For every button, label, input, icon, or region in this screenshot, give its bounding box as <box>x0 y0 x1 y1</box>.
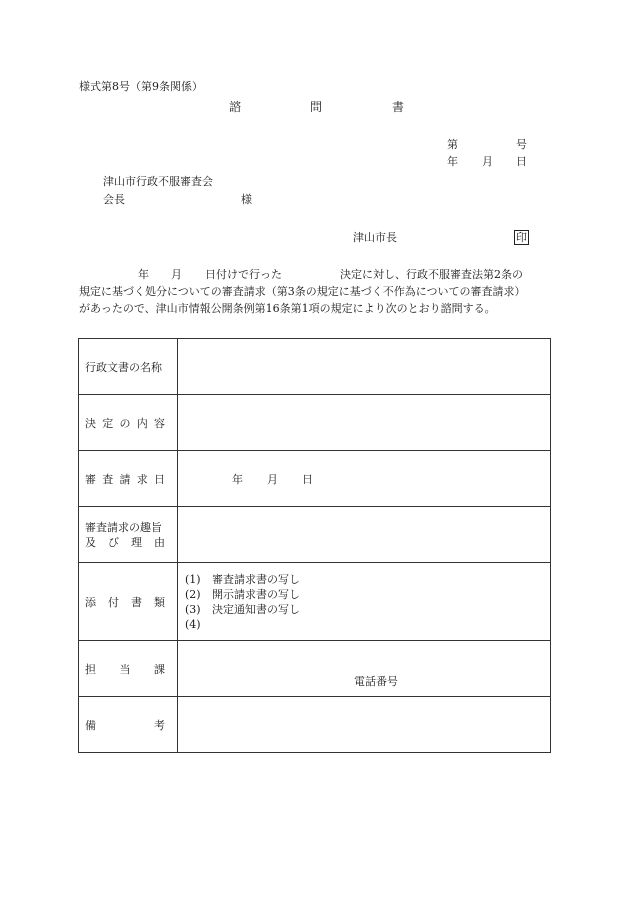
request-day: 日 <box>302 472 313 486</box>
sender: 津山市長 <box>353 231 397 244</box>
row-attachments <box>79 563 551 641</box>
attachment-item: (1) 審査請求書の写し <box>185 572 300 586</box>
request-month: 月 <box>267 472 278 486</box>
remarks-field[interactable] <box>178 697 551 753</box>
doc-name-label: 行政文書の名称 <box>79 339 178 395</box>
attachment-item: (3) 決定通知書の写し <box>185 602 300 616</box>
body-year: 年 <box>138 268 149 281</box>
date-month: 月 <box>482 155 493 168</box>
row-remarks <box>79 697 551 753</box>
body-line3: があったので、津山市情報公開条例第16条第1項の規定により次のとおり諮問する。 <box>79 302 496 315</box>
title-char: 諮 <box>229 100 242 114</box>
section-label: 担 当 課 <box>79 641 178 697</box>
attachments-list <box>178 563 551 641</box>
recipient-honorific: 様 <box>241 193 252 206</box>
request-date-field[interactable] <box>178 451 551 507</box>
request-date-label: 審 査 請 求 日 <box>79 451 178 507</box>
purpose-label-line1: 審査請求の趣旨 <box>85 520 162 534</box>
remarks-label: 備 考 <box>79 697 178 753</box>
purpose-label-line2: 及 び 理 由 <box>85 535 165 549</box>
request-year: 年 <box>232 472 243 486</box>
attachment-item[interactable]: (4) <box>185 617 201 631</box>
recipient-org: 津山市行政不服審査会 <box>103 175 213 188</box>
recipient-title: 会長 <box>103 193 125 206</box>
decision-label: 決 定 の 内 容 <box>79 395 178 451</box>
consultation-table <box>78 338 551 753</box>
doc-no-suffix: 号 <box>516 138 527 151</box>
date-year: 年 <box>447 155 458 168</box>
title-char: 書 <box>392 100 405 114</box>
body-day: 日付けで行った <box>205 268 282 281</box>
attachments-label: 添 付 書 類 <box>79 563 178 641</box>
date-day: 日 <box>516 155 527 168</box>
seal-mark: 印 <box>516 231 527 244</box>
purpose-label <box>79 507 178 563</box>
doc-name-field[interactable] <box>178 339 551 395</box>
decision-field[interactable] <box>178 395 551 451</box>
row-section <box>79 641 551 697</box>
title-char: 問 <box>310 100 323 114</box>
doc-no-prefix: 第 <box>447 138 458 151</box>
row-request-date <box>79 451 551 507</box>
row-decision <box>79 395 551 451</box>
body-paragraph <box>79 266 559 317</box>
attachment-item: (2) 開示請求書の写し <box>185 587 300 601</box>
body-line1-rest: 決定に対し、行政不服審査法第2条の <box>340 268 523 281</box>
body-month: 月 <box>171 268 182 281</box>
row-document-name <box>79 339 551 395</box>
phone-label: 電話番号 <box>354 675 398 688</box>
section-field[interactable] <box>178 641 551 697</box>
form-number-label: 様式第8号（第9条関係） <box>79 80 203 93</box>
purpose-field[interactable] <box>178 507 551 563</box>
body-line2: 規定に基づく処分についての審査請求（第3条の規定に基づく不作為についての審査請求） <box>79 285 526 298</box>
row-purpose <box>79 507 551 563</box>
